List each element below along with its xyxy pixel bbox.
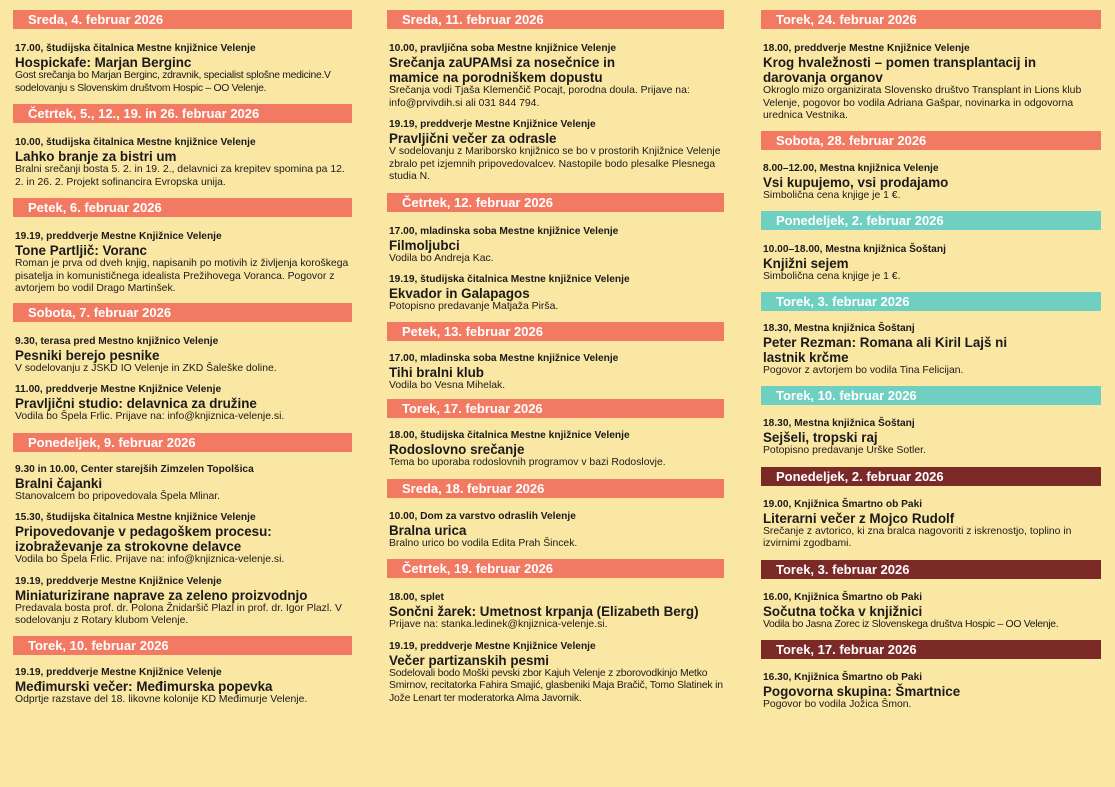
event-description: V sodelovanju z Mariborsko knjižnico se bo v prostorih Knjižnice Velenje zbralo pet izjemnih pripovedovalcev. Nastopile bodo plesalke Plesnega studia N. <box>389 146 721 182</box>
event-title: Filmoljubci <box>389 237 460 253</box>
event-time-location: 10.00, pravljična soba Mestne knjižnice Velenje <box>389 43 617 54</box>
date-header: Sreda, 18. februar 2026 <box>387 479 724 498</box>
date-header: Torek, 24. februar 2026 <box>761 10 1101 29</box>
date-header: Petek, 6. februar 2026 <box>13 198 352 217</box>
event-description: Vodila bo Vesna Mihelak. <box>389 379 506 391</box>
event <box>761 418 1101 458</box>
event-description: V sodelovanju z JSKD IO Velenje in ZKD Šaleške doline. <box>15 362 277 374</box>
event-description: Potopisno predavanje Urške Sotler. <box>763 445 926 456</box>
event-time-location: 10.00, Dom za varstvo odraslih Velenje <box>389 510 576 522</box>
event-time-location: 19.19, preddverje Mestne Knjižnice Velenje <box>389 640 596 652</box>
event-description: Tema bo uporaba rodoslovnih programov v bazi Rodoslovje. <box>389 457 666 468</box>
event-title: Pravljični studio: delavnica za družine <box>15 396 257 411</box>
date-header: Torek, 17. februar 2026 <box>387 399 724 418</box>
event-description: Roman je prva od dveh knjig, napisanih po motivih iz življenja koroškega pisatelja in komunističnega idealista Prežihovega Voranca. Pogovor z avtorjem bo vodil Drago Martinšek. <box>15 258 349 294</box>
event-title: Literarni večer z Mojco Rudolf <box>763 510 955 526</box>
event-title: Miniaturizirane naprave za zeleno proizvodnjo <box>15 587 308 603</box>
event <box>761 592 1101 632</box>
event-description: Vodila bo Andreja Kac. <box>389 252 494 264</box>
event <box>13 231 352 296</box>
event <box>761 244 1101 284</box>
event-time-location: 8.00–12.00, Mestna knjižnica Velenje <box>763 162 939 174</box>
event-title: Sočutna točka v knjižnici <box>763 603 923 619</box>
date-header: Torek, 3. februar 2026 <box>761 560 1101 579</box>
event-title: Hospickafe: Marjan Berginc <box>15 55 192 70</box>
date-header: Ponedeljek, 2. februar 2026 <box>761 211 1101 230</box>
event <box>761 499 1101 551</box>
event-description: Srečanje z avtorico, ki zna bralca nagovoriti z iskrenostjo, toplino in izvirnimi zgodbami. <box>763 525 1072 549</box>
event-description: Simbolična cena knjige je 1 €. <box>763 189 901 201</box>
event <box>387 119 724 184</box>
column-1 <box>13 10 352 706</box>
date-header: Torek, 17. februar 2026 <box>761 640 1101 659</box>
event-title: Krog hvaležnosti – pomen transplantacij in darovanja organov <box>763 55 1037 85</box>
event-description: Potopisno predavanje Matjaža Pirša. <box>389 301 559 312</box>
event-description: Bralno urico bo vodila Edita Prah Šincek. <box>389 537 578 549</box>
event <box>13 667 352 707</box>
event-description: Gost srečanja bo Marjan Berginc, zdravnik, specialist splošne medicine.V sodelovanju s Slovenskim društvom Hospic – OO Velenje. <box>15 70 331 94</box>
event <box>761 43 1101 123</box>
date-header: Ponedeljek, 9. februar 2026 <box>13 433 352 452</box>
event <box>761 672 1101 712</box>
event <box>387 641 724 706</box>
event-time-location: 10.00, študijska čitalnica Mestne knjižnice Velenje <box>15 137 256 148</box>
event <box>13 43 352 95</box>
event-title: Pesniki berejo pesnike <box>15 347 160 363</box>
event-time-location: 17.00, mladinska soba Mestne knjižnice Velenje <box>389 225 619 237</box>
event-time-location: 16.00, Knjižnica Šmartno ob Paki <box>763 591 923 603</box>
date-header: Petek, 13. februar 2026 <box>387 322 724 341</box>
event-title: Lahko branje za bistri um <box>15 149 177 164</box>
event-description: Odprtje razstave del 18. likovne kolonije KD Međimurje Velenje. <box>15 693 308 705</box>
event-description: Bralni srečanji bosta 5. 2. in 19. 2., delavnici za krepitev spomina pa 12. 2. in 26. 2. Projekt sofinancira Evropska unija. <box>15 164 345 188</box>
event-description: Vodila bo Špela Frlic. Prijave na: info@knjiznica-velenje.si. <box>15 411 285 422</box>
event-title: Srečanja zaUPAMsi za nosečnice in mamice na porodniškem dopustu <box>389 55 615 85</box>
event-description: Vodila bo Špela Frlic. Prijave na: info@knjiznica-velenje.si. <box>15 554 285 565</box>
date-header: Ponedeljek, 2. februar 2026 <box>761 467 1101 486</box>
event <box>13 512 352 567</box>
event <box>13 137 352 189</box>
event-description: Pogovor z avtorjem bo vodila Tina Felicijan. <box>763 364 964 376</box>
event <box>13 464 352 504</box>
event-time-location: 19.19, preddverje Mestne Knjižnice Velenje <box>389 119 596 130</box>
event-description: Simbolična cena knjige je 1 €. <box>763 271 901 282</box>
event <box>387 511 724 551</box>
event-time-location: 19.00, Knjižnica Šmartno ob Paki <box>763 498 923 510</box>
date-header: Torek, 10. februar 2026 <box>13 636 352 655</box>
date-header: Četrtek, 12. februar 2026 <box>387 193 724 212</box>
date-header: Četrtek, 5., 12., 19. in 26. februar 2026 <box>13 104 352 123</box>
event-title: Tihi bralni klub <box>389 364 484 380</box>
event <box>13 576 352 628</box>
event-title: Ekvador in Galapagos <box>389 286 530 301</box>
date-header: Sreda, 4. februar 2026 <box>13 10 352 29</box>
event <box>761 163 1101 203</box>
event-description: Pogovor bo vodila Jožica Šmon. <box>763 699 912 710</box>
column-3 <box>761 10 1101 712</box>
event-title: Rodoslovno srečanje <box>389 442 525 457</box>
date-header: Sreda, 11. februar 2026 <box>387 10 724 29</box>
event-time-location: 18.00, splet <box>389 592 444 603</box>
date-header: Četrtek, 19. februar 2026 <box>387 559 724 578</box>
event-time-location: 18.00, preddverje Mestne Knjižnice Velenje <box>763 43 970 54</box>
event-time-location: 19.19, preddverje Mestne Knjižnice Velenje <box>15 575 222 587</box>
event-time-location: 11.00, preddverje Mestne Knjižnice Velenje <box>15 384 222 395</box>
event <box>13 384 352 424</box>
event-description: Vodila bo Jasna Zorec iz Slovenskega društva Hospic – OO Velenje. <box>763 618 1059 630</box>
event-time-location: 17.00, mladinska soba Mestne knjižnice Velenje <box>389 352 619 364</box>
event-title: Sončni žarek: Umetnost krpanja (Elizabeth Berg) <box>389 604 699 619</box>
event-description: Sodelovali bodo Moški pevski zbor Kajuh Velenje z zborovodkinjo Metko Smirnov, recitatorka Fahira Smajić, glasbeniki Maja Bračič, Tomo Slatinek in Jože Lenart ter moderatorka Alma Javornik. <box>389 667 723 704</box>
date-header: Sobota, 7. februar 2026 <box>13 303 352 322</box>
event-time-location: 19.19, študijska čitalnica Mestne knjižnice Velenje <box>389 274 630 285</box>
event-time-location: 10.00–18.00, Mestna knjižnica Šoštanj <box>763 244 946 255</box>
event-time-location: 19.19, preddverje Mestne Knjižnice Velenje <box>15 231 222 242</box>
event-description: Stanovalcem bo pripovedovala Špela Mlinar. <box>15 490 221 502</box>
event-description: Srečanja vodi Tjaša Klemenčič Pocajt, porodna doula. Prijave na: info@prvivdih.si ali 031 844 794. <box>389 85 690 109</box>
event-time-location: 17.00, študijska čitalnica Mestne knjižnice Velenje <box>15 43 256 54</box>
event-title: Bralni čajanki <box>15 475 103 491</box>
event-title: Međimurski večer: Međimurska popevka <box>15 678 273 694</box>
event-time-location: 9.30 in 10.00, Center starejših Zimzelen Topolšica <box>15 463 254 475</box>
event-time-location: 16.30, Knjižnica Šmartno ob Paki <box>763 672 923 683</box>
event <box>387 274 724 314</box>
event-time-location: 18.00, študijska čitalnica Mestne knjižnice Velenje <box>389 430 630 441</box>
event-title: Tone Partljič: Voranc <box>15 243 147 258</box>
event-description: Prijave na: stanka.ledinek@knjiznica-velenje.si. <box>389 619 608 630</box>
event-description: Predavala bosta prof. dr. Polona Žnidaršič Plazl in prof. dr. Igor Plazl. V sodelovanju z Rotary klubom Velenje. <box>15 602 342 626</box>
event-time-location: 18.30, Mestna knjižnica Šoštanj <box>763 322 915 334</box>
event <box>13 336 352 376</box>
event <box>387 430 724 470</box>
event-title: Knjižni sejem <box>763 256 849 271</box>
event-time-location: 18.30, Mestna knjižnica Šoštanj <box>763 418 915 429</box>
event <box>387 226 724 266</box>
event-time-location: 15.30, študijska čitalnica Mestne knjižnice Velenje <box>15 512 256 523</box>
event-title: Večer partizanskih pesmi <box>389 652 550 668</box>
column-2 <box>387 10 724 705</box>
event-title: Sejšeli, tropski raj <box>763 430 878 445</box>
event-title: Peter Rezman: Romana ali Kiril Lajš ni lastnik krčme <box>763 334 1008 365</box>
event-description: Okroglo mizo organizirata Slovensko društvo Transplant in Lions klub Velenje, pogovor bo vodila Adriana Gašpar, novinarka in odgovorna urednica Vestnika. <box>763 85 1082 121</box>
event-title: Pripovedovanje v pedagoškem procesu: izobraževanje za strokovne delavce <box>15 524 272 554</box>
event-title: Vsi kupujemo, vsi prodajamo <box>763 174 949 190</box>
event <box>387 592 724 632</box>
event-title: Pogovorna skupina: Šmartnice <box>763 684 961 699</box>
event <box>387 43 724 110</box>
event <box>761 323 1101 378</box>
event-time-location: 9.30, terasa pred Mestno knjižnico Velenje <box>15 335 219 347</box>
event-title: Pravljični večer za odrasle <box>389 131 557 146</box>
date-header: Torek, 3. februar 2026 <box>761 292 1101 311</box>
event-title: Bralna urica <box>389 522 467 538</box>
date-header: Torek, 10. februar 2026 <box>761 386 1101 405</box>
event-time-location: 19.19, preddverje Mestne Knjižnice Velenje <box>15 666 222 678</box>
event <box>387 353 724 393</box>
date-header: Sobota, 28. februar 2026 <box>761 131 1101 150</box>
